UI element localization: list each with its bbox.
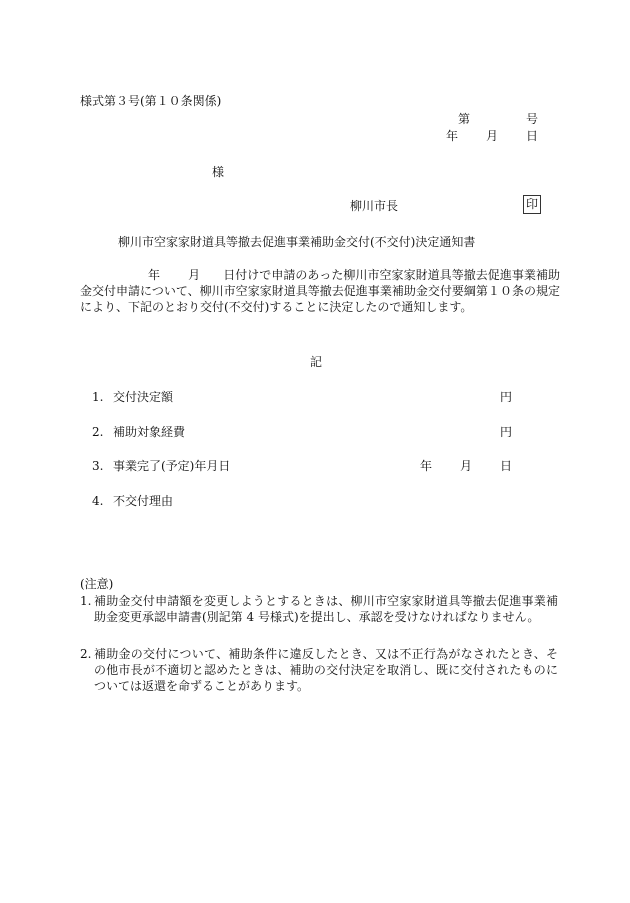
item-month: 月 [460, 459, 473, 473]
body-paragraph [80, 267, 560, 315]
item-day: 日 [500, 459, 513, 473]
body-rest: 事業補助金交付申請について、柳川市空家家財道具等撤去促進事業補助金交付要綱第１０条の規定により、下記のとおり交付(不交付)することに決定したので通知します。 [80, 268, 560, 314]
item-num: 3. [92, 459, 104, 473]
form-number: 様式第３号(第１０条関係) [80, 94, 222, 108]
notes-item-text: 補助金の交付について、補助条件に違反したとき、又は不正行為がなされたとき、その他市長が不適切と認めたときは、補助の交付決定を取消し、既に交付されたものについては返還を命ずることがあります。 [94, 647, 558, 693]
notes-item-1 [80, 593, 558, 625]
notes-item-num: 1. [80, 594, 92, 608]
body-month: 月 [188, 268, 201, 282]
notes-heading: (注意) [80, 577, 114, 591]
item-label: 交付決定額 [113, 390, 174, 404]
recipient-suffix: 様 [212, 165, 225, 179]
item-num: 2. [92, 425, 104, 439]
item-num: 4. [92, 494, 104, 508]
date-day: 日 [526, 129, 539, 143]
date-month: 月 [486, 129, 499, 143]
item-label: 補助対象経費 [113, 425, 186, 439]
notes-item-2 [80, 646, 558, 694]
issuer: 柳川市長 [350, 199, 399, 213]
item-label: 事業完了(予定)年月日 [113, 459, 231, 473]
body-year: 年 [148, 268, 161, 282]
notes-item-num: 2. [80, 647, 92, 661]
date-year: 年 [446, 129, 459, 143]
ki-heading: 記 [310, 355, 323, 369]
item-label: 不交付理由 [113, 494, 174, 508]
notes-item-text: 補助金交付申請額を変更しようとするときは、柳川市空家家財道具等撤去促進事業補助金変更承認申請書(別記第 4 号様式)を提出し、承認を受けなければなりません。 [94, 594, 558, 624]
doc-number-prefix: 第 [458, 112, 471, 126]
doc-number-suffix: 号 [526, 112, 539, 126]
seal-mark: 印 [525, 197, 538, 211]
item-unit: 円 [500, 425, 513, 439]
seal-box [523, 195, 541, 214]
item-num: 1. [92, 390, 104, 404]
item-unit: 円 [500, 390, 513, 404]
item-year: 年 [420, 459, 433, 473]
document-title: 柳川市空家家財道具等撤去促進事業補助金交付(不交付)決定通知書 [118, 235, 476, 249]
body-lead: 日付けで申請のあった柳川市空家家財道具等撤去促進 [223, 268, 512, 282]
